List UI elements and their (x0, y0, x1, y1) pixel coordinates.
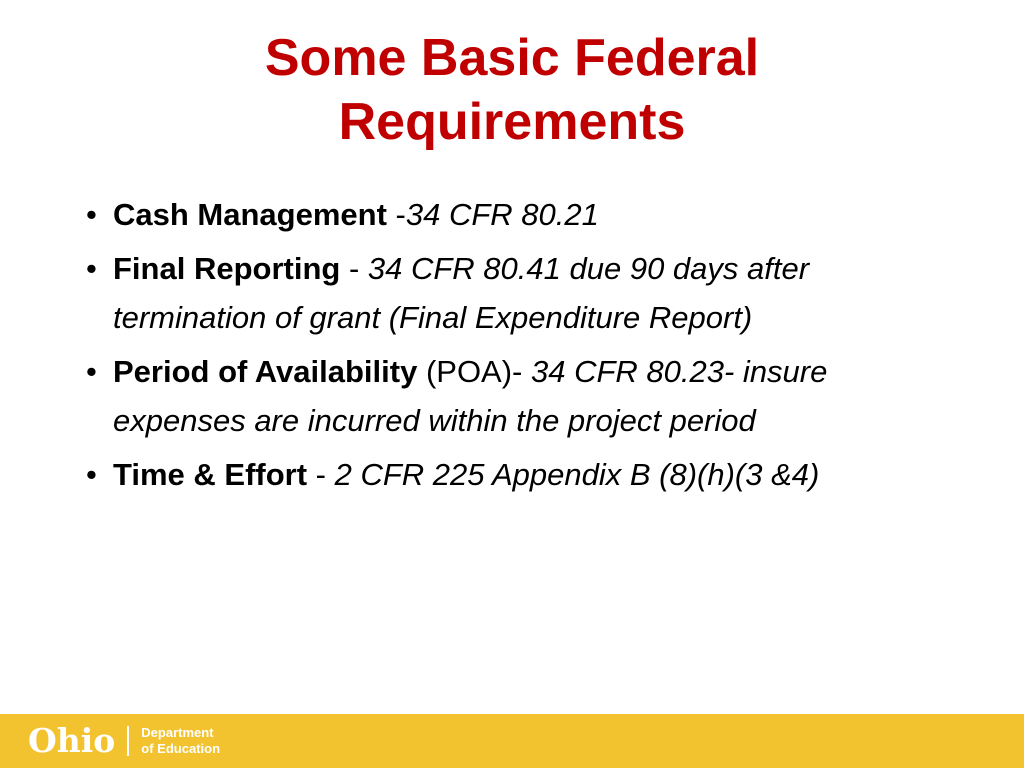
bullet-item-time-and-effort (86, 450, 966, 499)
bullet-item-period-of-availability (86, 347, 966, 445)
ohio-wordmark: Ohio (28, 721, 116, 760)
bullet-list (86, 190, 966, 504)
bullet-item-final-reporting (86, 244, 966, 342)
bullet-citation: 34 CFR 80.23- insure expenses are incurred within the project period (113, 354, 828, 438)
slide-title (0, 26, 1024, 154)
bullet-citation: 34 CFR 80.21 (405, 197, 599, 232)
bullet-item-cash-management (86, 190, 966, 239)
bullet-term: Final Reporting (113, 251, 341, 286)
bullet-separator: - (386, 197, 406, 232)
footer-bar (0, 714, 1024, 768)
logo-divider (127, 726, 129, 756)
slide-title-line-1: Some Basic Federal (264, 29, 760, 87)
department-name (141, 725, 220, 757)
bullet-term: Time & Effort (113, 457, 308, 492)
bullet-citation: 2 CFR 225 Appendix B (8)(h)(3 &4) (334, 457, 820, 492)
slide-title-line-2: Requirements (338, 93, 686, 151)
bullet-separator: - (307, 457, 335, 492)
bullet-separator: - (340, 251, 368, 286)
department-line-1: Department (141, 725, 214, 740)
bullet-citation: 34 CFR 80.41 due 90 days after termination of grant (Final Expenditure Report) (113, 251, 810, 335)
bullet-term: Cash Management (113, 197, 387, 232)
ohio-education-logo (28, 722, 220, 760)
bullet-separator: (POA)- (417, 354, 531, 389)
department-line-2: of Education (141, 741, 221, 756)
bullet-term: Period of Availability (113, 354, 418, 389)
